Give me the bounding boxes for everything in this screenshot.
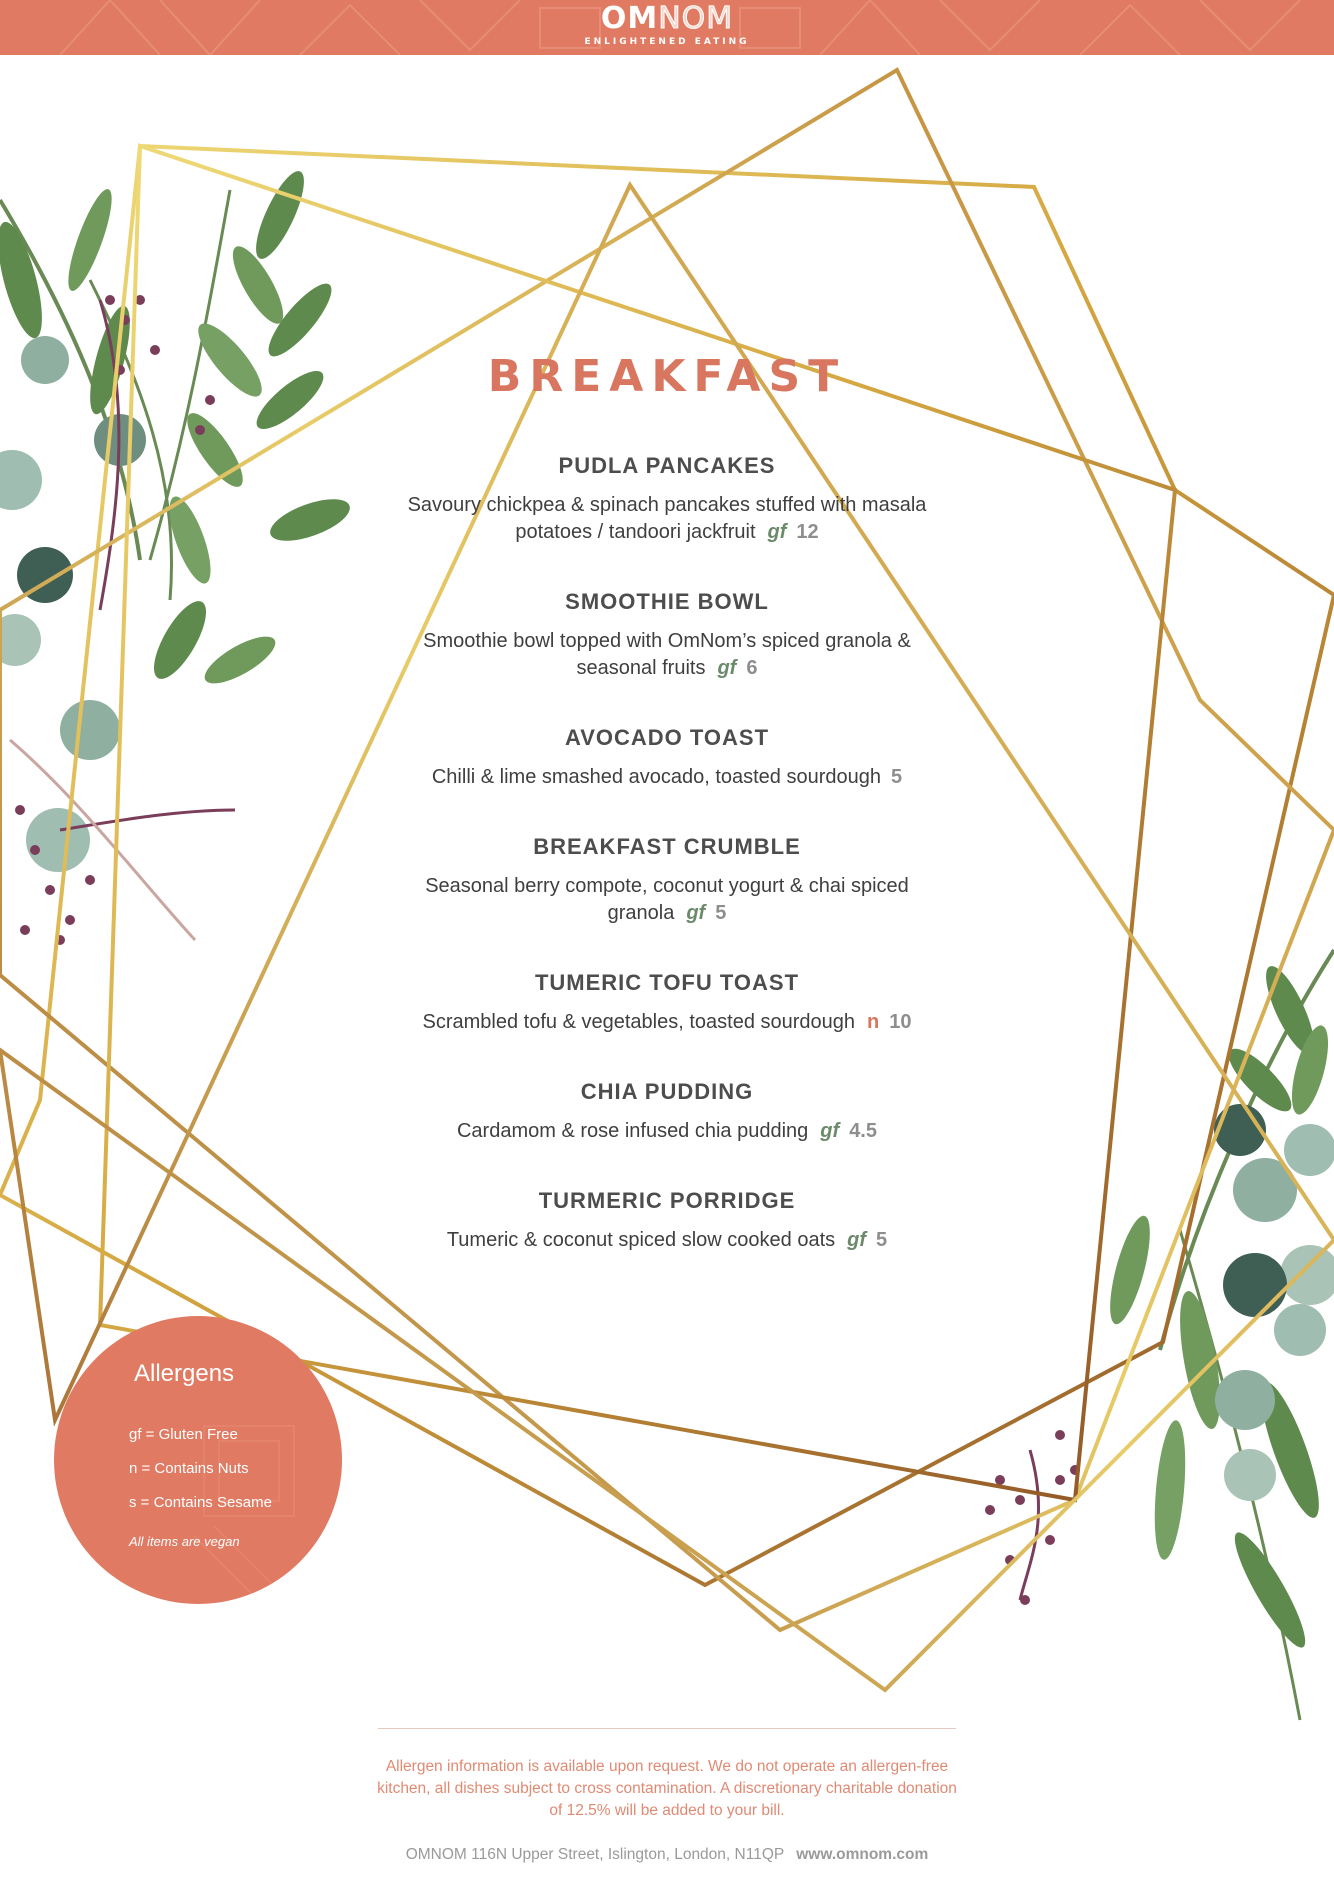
menu-item-name: AVOCADO TOAST [564, 725, 770, 750]
menu-item-description [367, 492, 967, 546]
menu-item-price: 4.5 [849, 1120, 877, 1142]
allergen-entry: s = Contains Sesame [129, 1494, 272, 1511]
menu-item-name: TURMERIC PORRIDGE [538, 1188, 796, 1213]
menu-item-description [367, 1227, 967, 1254]
brand-om: OM [600, 1, 659, 36]
menu-section [367, 350, 967, 1296]
brand-wordmark [0, 2, 1334, 36]
menu-item-description [367, 628, 967, 682]
botanical-foliage-left [0, 166, 355, 945]
brand-tagline: ENLIGHTENED EATING [584, 37, 750, 47]
menu-item [367, 1078, 967, 1145]
menu-item-price: 6 [746, 657, 758, 679]
menu-item-name: CHIA PUDDING [580, 1079, 754, 1104]
brand-nom: NOM [658, 1, 734, 36]
allergen-entry: n = Contains Nuts [129, 1460, 249, 1477]
menu-item-description-text: Cardamom & rose infused chia pudding [456, 1120, 809, 1142]
header-bar [0, 0, 1334, 55]
menu-item-description-text: Savoury chickpea & spinach pancakes stuffed with masala potatoes / tandoori jackfruit [407, 494, 927, 543]
menu-item-description [367, 873, 967, 927]
menu-item-price: 5 [876, 1229, 888, 1251]
menu-item-price: 10 [889, 1011, 912, 1033]
menu-title: BREAKFAST [487, 351, 847, 402]
menu-item-name: TUMERIC TOFU TOAST [534, 970, 800, 995]
allergen-tag: gf [847, 1229, 867, 1251]
allergen-entry: gf = Gluten Free [129, 1426, 238, 1443]
menu-item-description-text: Chilli & lime smashed avocado, toasted sourdough [431, 766, 881, 788]
allergen-tag: gf [686, 902, 706, 924]
footer-divider [378, 1728, 956, 1729]
allergens-badge [54, 1316, 342, 1604]
menu-item-description-text: Tumeric & coconut spiced slow cooked oats [446, 1229, 836, 1251]
botanical-foliage-right [985, 950, 1334, 1720]
menu-item-price: 5 [891, 766, 903, 788]
allergen-tag: n [867, 1011, 880, 1033]
menu-item-price: 5 [715, 902, 727, 924]
menu-item-name: PUDLA PANCAKES [558, 453, 776, 478]
menu-item-description-text: Scrambled tofu & vegetables, toasted sourdough [422, 1011, 856, 1033]
allergens-list [129, 1418, 272, 1520]
website-link[interactable]: www.omnom.com [796, 1846, 929, 1863]
brand-logo[interactable] [0, 2, 1334, 48]
menu-item-description-text: Seasonal berry compote, coconut yogurt & chai spiced granola [425, 875, 909, 924]
menu-item-description-text: Smoothie bowl topped with OmNom’s spiced granola & seasonal fruits [423, 630, 911, 679]
allergen-tag: gf [767, 521, 787, 543]
allergen-tag: gf [820, 1120, 840, 1142]
menu-item [367, 724, 967, 791]
menu-item-price: 12 [796, 521, 819, 543]
menu-item [367, 452, 967, 546]
menu-item-description [367, 1009, 967, 1036]
menu-item-description [367, 1118, 967, 1145]
allergen-tag: gf [717, 657, 737, 679]
menu-item [367, 833, 967, 927]
vegan-note: All items are vegan [129, 1534, 240, 1549]
allergen-disclaimer: Allergen information is available upon request. We do not operate an allergen-free kitchen, all dishes subject to cross contamination. A discretionary charitable donation of 12.5% will be added to your bill. [377, 1758, 957, 1819]
footer-address [370, 1846, 964, 1864]
menu-item [367, 588, 967, 682]
menu-item [367, 969, 967, 1036]
menu-item-name: BREAKFAST CRUMBLE [533, 834, 801, 859]
allergens-title: Allergens [134, 1360, 235, 1387]
menu-item-description [367, 764, 967, 791]
address-text: OMNOM 116N Upper Street, Islington, London, N11QP [405, 1846, 785, 1863]
menu-item [367, 1187, 967, 1254]
menu-item-name: SMOOTHIE BOWL [565, 589, 769, 614]
